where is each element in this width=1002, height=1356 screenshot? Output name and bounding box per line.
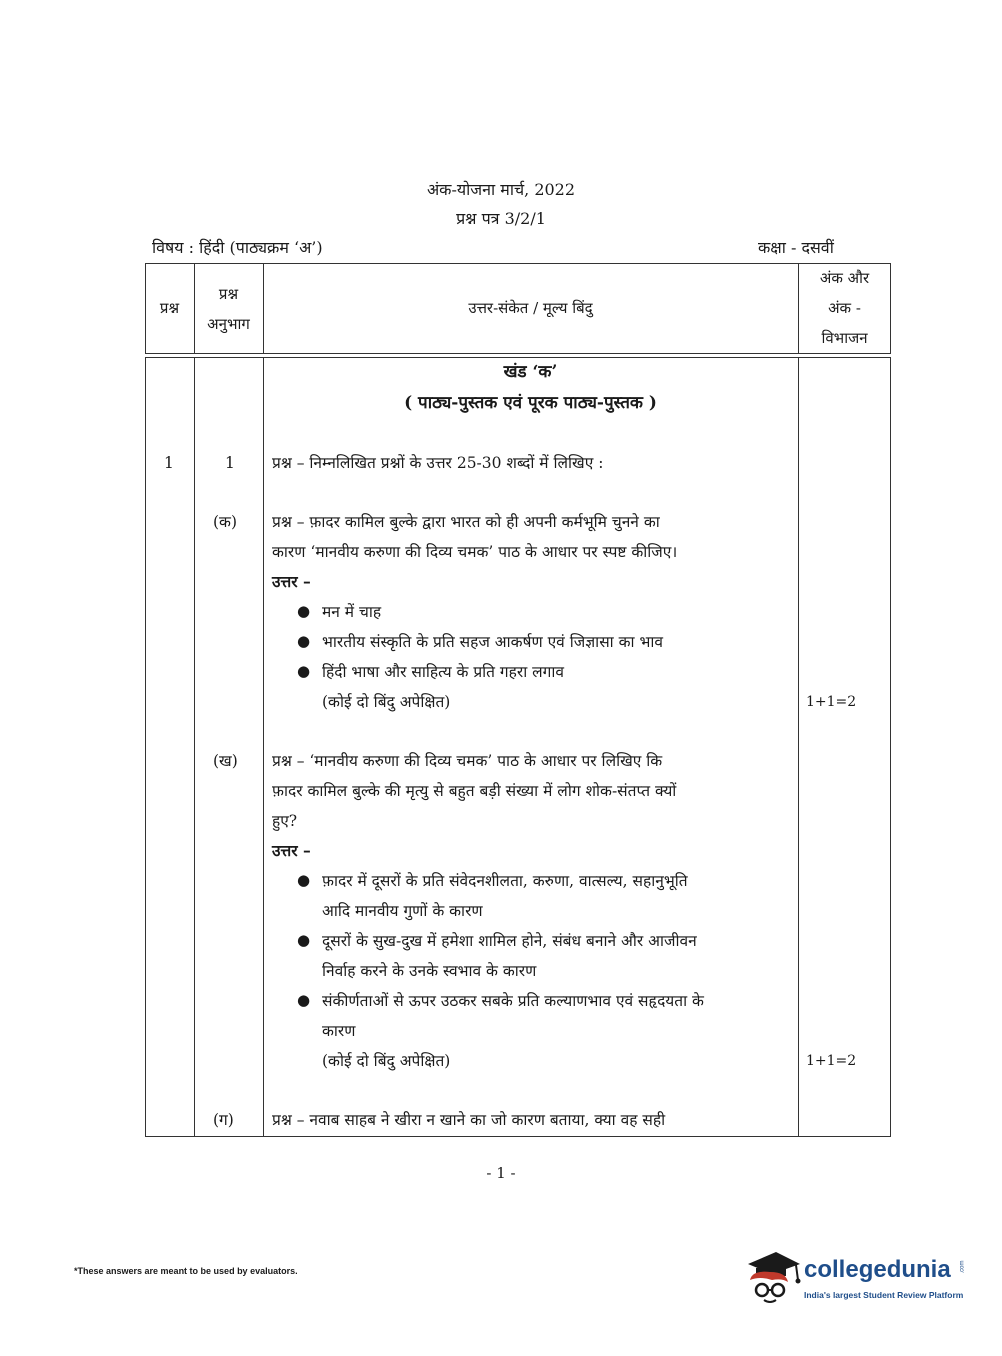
marks-value: 1+1=2	[806, 694, 857, 710]
answer-note: (कोई दो बिंदु अपेक्षित)	[322, 693, 451, 711]
header-answer-points: उत्तर-संकेत / मूल्य बिंदु	[468, 299, 593, 317]
bullet-icon: ●	[297, 871, 311, 889]
answer-label: उत्तर –	[272, 841, 311, 860]
collegedunia-logo	[742, 1250, 972, 1310]
question-number: 1	[164, 454, 174, 472]
answer-point: भारतीय संस्कृति के प्रति सहज आकर्षण एवं जिज्ञासा का भाव	[322, 633, 663, 651]
answer-label: उत्तर –	[272, 572, 311, 591]
body-divider	[263, 357, 264, 1137]
header-marks-l1: अंक और	[819, 269, 870, 287]
question-text: कारण ‘मानवीय करुणा की दिव्य चमक’ पाठ के आधार पर स्पष्ट कीजिए।	[272, 543, 678, 561]
subquestion-label-ka: (क)	[213, 513, 237, 531]
bullet-icon: ●	[297, 632, 311, 650]
question-text: प्रश्न – नवाब साहब ने खीरा न खाने का जो कारण बताया, क्या वह सही	[272, 1111, 666, 1129]
table-body-box	[145, 357, 891, 1137]
paper-code: प्रश्न पत्र 3/2/1	[456, 209, 546, 228]
answer-point: निर्वाह करने के उनके स्वभाव के कारण	[322, 962, 537, 980]
subquestion-label-ga: (ग)	[213, 1111, 234, 1129]
question-text: प्रश्न – फ़ादर कामिल बुल्के द्वारा भारत को ही अपनी कर्मभूमि चुनने का	[272, 513, 660, 531]
section-title: खंड ‘क’	[503, 362, 558, 382]
answer-point: मन में चाह	[322, 603, 382, 621]
evaluator-footnote: *These answers are meant to be used by evaluators.	[74, 1266, 298, 1276]
class-label: कक्षा - दसवीं	[758, 238, 834, 257]
header-marks-l2: अंक -	[828, 299, 861, 317]
answer-point: दूसरों के सुख-दुख में हमेशा शामिल होने, संबंध बनाने और आजीवन	[322, 932, 697, 950]
header-marks-l3: विभाजन	[821, 329, 868, 347]
logo-name: collegedunia	[804, 1256, 951, 1283]
bullet-icon: ●	[297, 931, 311, 949]
bullet-icon: ●	[297, 662, 311, 680]
mascot-icon	[742, 1250, 802, 1308]
question-text: फ़ादर कामिल बुल्के की मृत्यु से बहुत बड़ी संख्या में लोग शोक-संतप्त क्यों	[272, 782, 677, 800]
page-number: - 1 -	[486, 1164, 516, 1182]
answer-point: हिंदी भाषा और साहित्य के प्रति गहरा लगाव	[322, 663, 565, 681]
marks-value: 1+1=2	[806, 1053, 857, 1069]
subject-label: विषय : हिंदी (पाठ्यक्रम ‘अ’)	[152, 238, 323, 257]
document-title: अंक-योजना मार्च, 2022	[426, 180, 576, 199]
answer-point: संकीर्णताओं से ऊपर उठकर सबके प्रति कल्याणभाव एवं सहृदयता के	[322, 992, 704, 1010]
header-question: प्रश्न	[159, 299, 180, 317]
question-text: हुए?	[272, 812, 298, 830]
answer-point: आदि मानवीय गुणों के कारण	[322, 902, 483, 920]
answer-point: कारण	[322, 1022, 356, 1040]
question-text: प्रश्न – ‘मानवीय करुणा की दिव्य चमक’ पाठ के आधार पर लिखिए कि	[272, 752, 663, 770]
logo-suffix: .com	[959, 1260, 966, 1274]
body-divider	[194, 357, 195, 1137]
header-section-l2: अनुभाग	[207, 315, 250, 333]
subquestion-label-kha: (ख)	[213, 752, 238, 770]
answer-point: फ़ादर में दूसरों के प्रति संवेदनशीलता, करुणा, वात्सल्य, सहानुभूति	[322, 872, 688, 890]
question-part: 1	[225, 454, 235, 472]
body-divider	[798, 357, 799, 1137]
answer-note: (कोई दो बिंदु अपेक्षित)	[322, 1052, 451, 1070]
logo-tagline: India's largest Student Review Platform	[804, 1290, 964, 1300]
bullet-icon: ●	[297, 602, 311, 620]
bullet-icon: ●	[297, 991, 311, 1009]
section-subtitle: ( पाठ्य-पुस्तक एवं पूरक पाठ्य-पुस्तक )	[404, 393, 657, 413]
question-instruction: प्रश्न – निम्नलिखित प्रश्नों के उत्तर 25-30 शब्दों में लिखिए :	[272, 454, 604, 472]
header-section-l1: प्रश्न	[218, 285, 239, 303]
